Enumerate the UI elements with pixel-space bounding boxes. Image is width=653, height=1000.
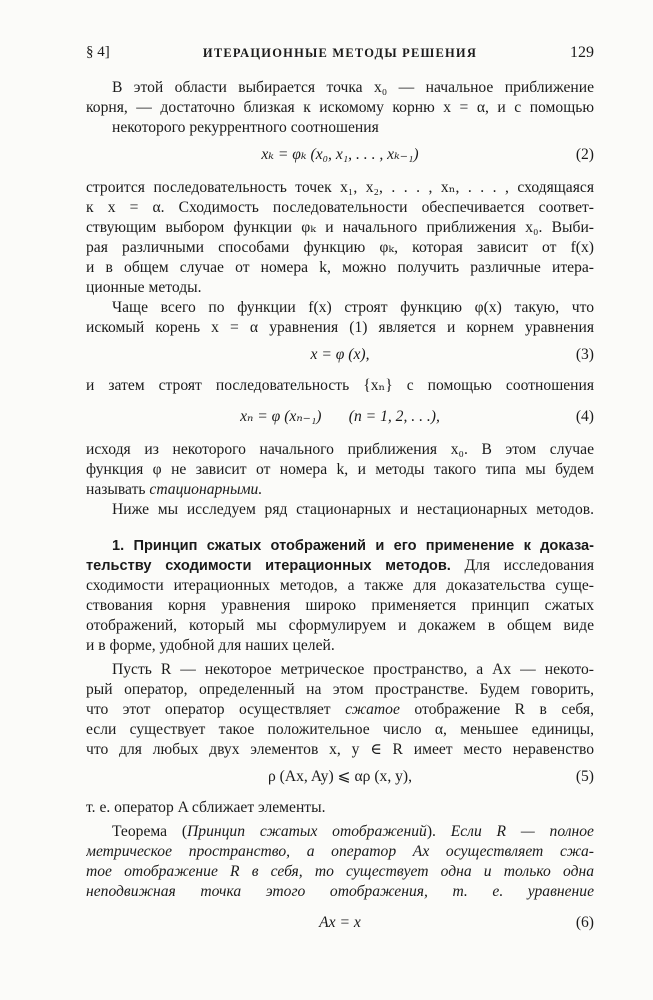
equation-formula: xₖ = φₖ (x₀, x₁, . . . , xₖ₋₁) — [261, 146, 419, 163]
equation-5 — [86, 766, 594, 788]
equation-formula: Ax = x — [319, 914, 361, 931]
section-mark: § 4] — [86, 44, 110, 60]
equation-number: (5) — [575, 768, 594, 785]
equation-formula: x = φ (x), — [310, 346, 370, 363]
text-line: рый оператор, определенный на этом пространстве. Будем говорить, — [86, 681, 594, 698]
text-line: сходимости итерационных методов, а также для доказательства суще- — [86, 577, 594, 594]
theorem-line: неподвижная точка этого отображения, т. е. уравнение — [86, 883, 594, 900]
text-line — [86, 480, 594, 500]
text-span: называть — [86, 481, 150, 498]
text-line: рая различными способами функцию φₖ, которая зависит от f(x) — [86, 239, 594, 256]
text-line — [86, 700, 594, 720]
running-title: ИТЕРАЦИОННЫЕ МЕТОДЫ РЕШЕНИЯ — [202, 46, 478, 60]
text-span: Теорема ( — [112, 823, 188, 840]
text-span: ). — [426, 823, 451, 840]
text-span: что этот оператор осуществляет — [86, 701, 346, 718]
text-line: и в форме, удобной для наших целей. — [86, 637, 335, 654]
term-emphasis: сжатое — [345, 701, 400, 718]
text-line: строится последовательность точек x₁, x₂, . . . , xₙ, . . . , сходящаяся — [86, 179, 594, 196]
text-line: отображений, который мы сформулируем и докажем в общем виде — [86, 617, 594, 634]
text-line: искомый корень x = α уравнения (1) является и корнем уравнения — [86, 319, 594, 336]
equation-number: (6) — [575, 914, 594, 931]
text-line: Пусть R — некоторое метрическое пространство, а Ax — некото- — [112, 661, 594, 678]
text-line: Чаще всего по функции f(x) строят функцию φ(x) такую, что — [112, 299, 594, 316]
page-number: 129 — [570, 44, 594, 61]
text-line: корня, — достаточно близкая к искомому корню x = α, и с помощью — [86, 99, 594, 116]
equation-3 — [86, 344, 594, 366]
text-line: и в общем случае от номера k, можно получить различные итера- — [86, 259, 594, 276]
running-header — [86, 44, 594, 64]
equation-6 — [86, 912, 594, 934]
text-line: ствующим выбором функции φₖ и начального приближения x₀. Выби- — [86, 219, 594, 236]
subsection-heading-cont — [86, 556, 594, 576]
theorem-text: Если R — полное — [450, 823, 594, 840]
text-line: к x = α. Сходимость последовательности обеспечивается соответ- — [86, 199, 594, 216]
text-line: В этой области выбирается точка x₀ — начальное приближение — [112, 79, 594, 96]
equation-number: (3) — [575, 346, 594, 363]
equation-number: (2) — [575, 146, 594, 163]
text-line: если существует такое положительное число α, меньшее единицы, — [86, 721, 594, 738]
text-line: что для любых двух элементов x, y ∈ R имеет место неравенство — [86, 741, 594, 758]
term-emphasis: стационарными. — [149, 481, 263, 498]
equation-formula: ρ (Ax, Ay) ⩽ αρ (x, y), — [267, 768, 413, 785]
text-line: функция φ не зависит от номера k, и методы такого типа мы будем — [86, 461, 594, 478]
theorem-name: Принцип сжатых отображений — [187, 823, 427, 840]
text-line: Ниже мы исследуем ряд стационарных и нестационарных методов. — [112, 501, 594, 518]
text-line: некоторого рекуррентного соотношения — [112, 119, 379, 136]
theorem-line: метрическое пространство, а оператор Ax осуществляет сжа- — [86, 843, 594, 860]
heading-text: тельству сходимости итерационных методов. — [86, 558, 451, 574]
text-line: и затем строят последовательность {xₙ} с помощью соотношения — [86, 377, 594, 394]
text-span: отображение R в себя, — [399, 701, 594, 718]
text-line: ствования корня уравнения широко применяется принцип сжатых — [86, 597, 594, 614]
theorem-line: тое отображение R в себя, то существует одна и только одна — [86, 863, 594, 880]
subsection-heading: 1. Принцип сжатых отображений и его применение к доказа- — [112, 538, 594, 554]
theorem-line — [112, 822, 594, 842]
equation-formula: xₙ = φ (xₙ₋₁) (n = 1, 2, . . .), — [240, 408, 440, 425]
text-line: ционные методы. — [86, 279, 202, 296]
text-line: т. е. оператор A сближает элементы. — [86, 799, 326, 816]
equation-4 — [86, 406, 594, 428]
equation-number: (4) — [575, 408, 594, 425]
equation-2 — [86, 144, 594, 166]
text-span: Для исследования — [450, 557, 594, 574]
text-line: исходя из некоторого начального приближения x₀. В этом случае — [86, 441, 594, 458]
